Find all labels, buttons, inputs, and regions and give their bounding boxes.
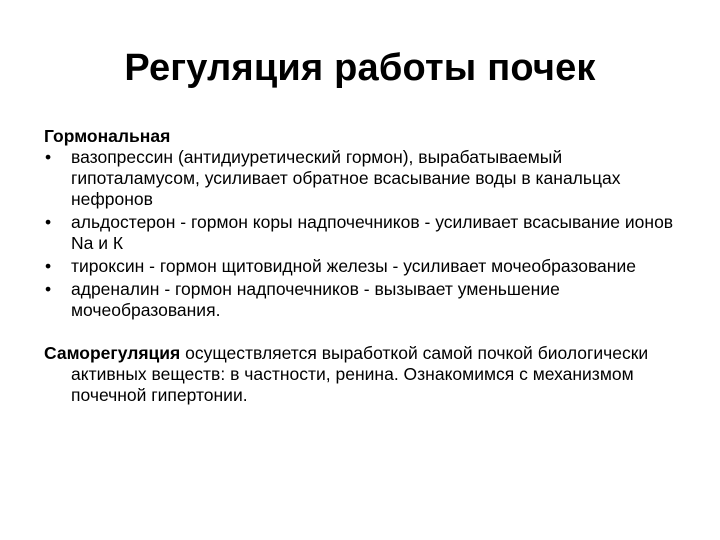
hormone-list — [44, 147, 674, 321]
list-item — [44, 212, 674, 254]
list-item — [44, 147, 674, 210]
slide-body — [44, 126, 674, 406]
list-item-text: адреналин - гормон надпочечников - вызывает уменьшение мочеобразования. — [71, 279, 560, 320]
self-regulation-text: осуществляется выработкой самой почкой биологически активных веществ: в частности, ренина. Ознакомимся с механизмом почечной гипертонии. — [71, 343, 649, 405]
list-item-text: вазопрессин (антидиуретический гормон), вырабатываемый гипоталамусом, усиливает обратное всасывание воды в канальцах нефронов — [71, 147, 621, 209]
bullet-icon: • — [45, 212, 52, 232]
bullet-icon: • — [45, 147, 52, 167]
section-heading-self-regulation: Саморегуляция — [44, 343, 181, 363]
bullet-icon: • — [45, 256, 52, 276]
list-item-text: альдостерон - гормон коры надпочечников - усиливает всасывание ионов Nа и К — [71, 212, 674, 253]
list-item-text: тироксин - гормон щитовидной железы - усиливает мочеобразование — [71, 256, 636, 276]
list-item — [44, 279, 674, 321]
list-item — [44, 256, 674, 277]
section-heading-hormonal: Гормональная — [44, 126, 171, 146]
self-regulation-paragraph — [44, 343, 674, 406]
bullet-icon: • — [45, 279, 52, 299]
slide-title: Регуляция работы почек — [124, 47, 596, 89]
